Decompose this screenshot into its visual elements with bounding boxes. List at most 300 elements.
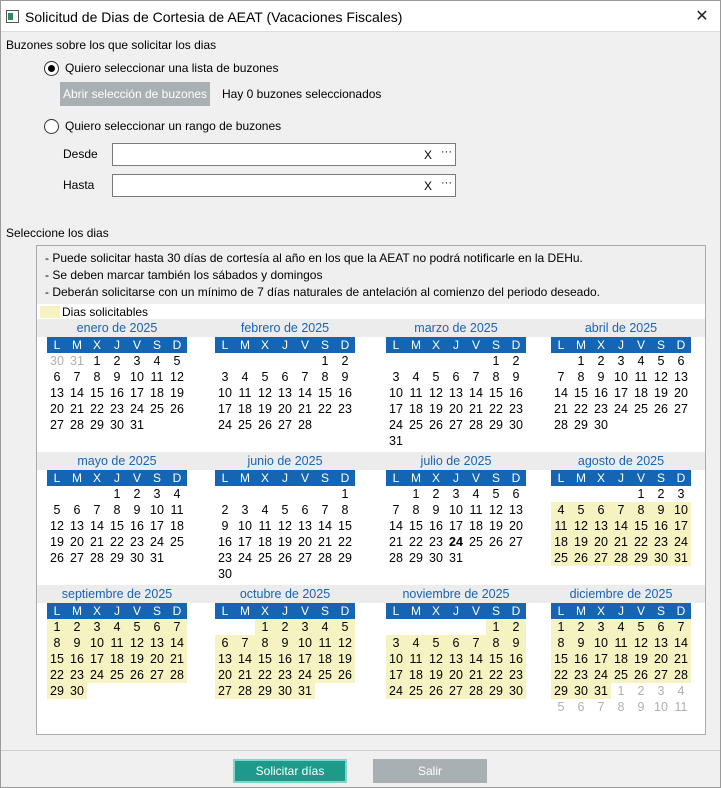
calendar-day[interactable]: 24 <box>295 667 315 683</box>
calendar-day[interactable]: 25 <box>551 550 571 566</box>
calendar-day[interactable]: 11 <box>409 386 423 400</box>
calendar-day[interactable]: 26 <box>429 418 443 432</box>
calendar-day[interactable]: 28 <box>469 418 483 432</box>
calendar-day[interactable]: 25 <box>634 402 648 416</box>
calendar-day[interactable]: 5 <box>432 370 440 384</box>
calendar-day[interactable]: 23 <box>571 667 591 683</box>
calendar-day[interactable]: 18 <box>315 651 335 667</box>
calendar-day[interactable]: 23 <box>275 667 295 683</box>
calendar-day[interactable]: 27 <box>449 418 463 432</box>
calendar-day[interactable]: 5 <box>173 354 181 368</box>
calendar-day[interactable]: 2 <box>113 354 121 368</box>
calendar-day[interactable]: 22 <box>574 402 588 416</box>
calendar-day[interactable]: 11 <box>258 519 272 533</box>
calendar-day[interactable]: 6 <box>651 619 671 635</box>
calendar-day[interactable]: 10 <box>130 370 144 384</box>
from-field[interactable] <box>112 143 456 166</box>
calendar-day[interactable]: 8 <box>631 502 651 518</box>
calendar-day[interactable]: 1 <box>93 354 101 368</box>
calendar-day[interactable]: 14 <box>70 386 84 400</box>
calendar-day[interactable]: 3 <box>241 503 249 517</box>
calendar-day[interactable]: 26 <box>170 402 184 416</box>
calendar-day[interactable]: 4 <box>551 502 571 518</box>
calendar-day[interactable]: 4 <box>153 354 161 368</box>
calendar-day[interactable]: 30 <box>506 683 526 699</box>
calendar-day[interactable]: 21 <box>167 651 187 667</box>
calendar-day[interactable]: 26 <box>335 667 355 683</box>
calendar-day[interactable]: 5 <box>657 354 665 368</box>
calendar-day[interactable]: 9 <box>67 635 87 651</box>
calendar-day[interactable]: 8 <box>551 635 571 651</box>
calendar-day[interactable]: 29 <box>551 683 571 699</box>
calendar-day[interactable]: 27 <box>298 551 312 565</box>
calendar-day[interactable]: 15 <box>486 651 506 667</box>
calendar-day[interactable]: 22 <box>409 535 423 549</box>
calendar-day[interactable]: 9 <box>571 635 591 651</box>
calendar-day[interactable]: 18 <box>551 534 571 550</box>
calendar-day[interactable]: 30 <box>110 418 124 432</box>
calendar-day[interactable]: 1 <box>341 487 349 501</box>
calendar-day[interactable]: 1 <box>255 619 275 635</box>
calendar-day[interactable]: 20 <box>147 651 167 667</box>
calendar-day[interactable]: 2 <box>512 354 520 368</box>
calendar-day[interactable]: 13 <box>215 651 235 667</box>
calendar-day[interactable]: 15 <box>255 651 275 667</box>
calendar-day[interactable]: 19 <box>654 386 668 400</box>
calendar-day[interactable]: 19 <box>127 651 147 667</box>
calendar-day[interactable]: 31 <box>591 683 611 699</box>
calendar-day[interactable]: 15 <box>409 519 423 533</box>
calendar-day[interactable]: 28 <box>389 551 403 565</box>
calendar-day[interactable]: 30 <box>218 567 232 581</box>
from-clear-icon[interactable]: X <box>424 148 433 162</box>
calendar-day[interactable]: 8 <box>113 503 121 517</box>
calendar-day[interactable]: 28 <box>554 418 568 432</box>
calendar-day[interactable]: 14 <box>167 635 187 651</box>
calendar-day[interactable]: 27 <box>674 402 688 416</box>
calendar-day[interactable]: 5 <box>571 502 591 518</box>
calendar-day[interactable]: 7 <box>301 370 309 384</box>
calendar-day[interactable]: 3 <box>392 370 400 384</box>
calendar-day[interactable]: 5 <box>281 503 289 517</box>
calendar-day[interactable]: 29 <box>255 683 275 699</box>
calendar-day[interactable]: 17 <box>150 519 164 533</box>
calendar-day[interactable]: 26 <box>631 667 651 683</box>
calendar-day[interactable]: 6 <box>301 503 309 517</box>
calendar-day[interactable]: 12 <box>50 519 64 533</box>
calendar-day[interactable]: 9 <box>221 519 229 533</box>
calendar-day[interactable]: 10 <box>671 502 691 518</box>
calendar-day[interactable]: 29 <box>409 551 423 565</box>
calendar-day[interactable]: 16 <box>110 386 124 400</box>
calendar-day[interactable]: 12 <box>258 386 272 400</box>
calendar-day[interactable]: 2 <box>657 487 665 501</box>
calendar-day[interactable]: 22 <box>110 535 124 549</box>
calendar-day[interactable]: 19 <box>571 534 591 550</box>
calendar-day[interactable]: 20 <box>591 534 611 550</box>
calendar-day[interactable]: 1 <box>637 487 645 501</box>
calendar-day[interactable]: 5 <box>631 619 651 635</box>
calendar-day[interactable]: 2 <box>432 487 440 501</box>
calendar-day[interactable]: 29 <box>110 551 124 565</box>
calendar-day[interactable]: 11 <box>406 651 426 667</box>
calendar-day[interactable]: 15 <box>47 651 67 667</box>
calendar-day[interactable]: 12 <box>571 518 591 534</box>
calendar-day[interactable]: 22 <box>338 535 352 549</box>
calendar-day[interactable]: 17 <box>218 402 232 416</box>
calendar-day[interactable]: 17 <box>238 535 252 549</box>
calendar-day[interactable]: 22 <box>551 667 571 683</box>
calendar-day[interactable]: 21 <box>298 402 312 416</box>
calendar-day[interactable]: 25 <box>469 535 483 549</box>
calendar-day[interactable]: 6 <box>512 487 520 501</box>
calendar-day[interactable]: 30 <box>275 683 295 699</box>
calendar-day[interactable]: 30 <box>130 551 144 565</box>
calendar-day[interactable]: 18 <box>258 535 272 549</box>
calendar-day[interactable]: 26 <box>278 551 292 565</box>
calendar-day[interactable]: 27 <box>509 535 523 549</box>
calendar-day[interactable]: 23 <box>429 535 443 549</box>
calendar-day[interactable]: 29 <box>338 551 352 565</box>
calendar-day[interactable]: 16 <box>275 651 295 667</box>
calendar-day[interactable]: 9 <box>597 370 605 384</box>
calendar-day[interactable]: 13 <box>70 519 84 533</box>
calendar-day[interactable]: 9 <box>341 370 349 384</box>
calendar-day[interactable]: 7 <box>472 370 480 384</box>
calendar-day[interactable]: 21 <box>554 402 568 416</box>
calendar-day[interactable]: 30 <box>67 683 87 699</box>
to-browse-icon[interactable]: ··· <box>441 177 452 189</box>
calendar-day[interactable]: 21 <box>318 535 332 549</box>
calendar-day[interactable]: 3 <box>87 619 107 635</box>
calendar-day[interactable]: 1 <box>412 487 420 501</box>
calendar-day[interactable]: 8 <box>321 370 329 384</box>
calendar-day[interactable]: 2 <box>67 619 87 635</box>
calendar-day[interactable]: 7 <box>611 502 631 518</box>
calendar-day[interactable]: 1 <box>617 684 625 698</box>
calendar-day[interactable]: 1 <box>551 619 571 635</box>
calendar-day[interactable]: 27 <box>215 683 235 699</box>
calendar-day[interactable]: 2 <box>506 619 526 635</box>
calendar-day[interactable]: 15 <box>551 651 571 667</box>
calendar-day[interactable]: 22 <box>255 667 275 683</box>
calendar-day[interactable]: 14 <box>235 651 255 667</box>
calendar-day[interactable]: 9 <box>432 503 440 517</box>
calendar-day[interactable]: 11 <box>611 635 631 651</box>
calendar-day[interactable]: 19 <box>489 519 503 533</box>
calendar-day[interactable]: 15 <box>574 386 588 400</box>
calendar-day[interactable]: 7 <box>93 503 101 517</box>
calendar-day[interactable]: 15 <box>90 386 104 400</box>
calendar-day[interactable]: 17 <box>591 651 611 667</box>
calendar-day[interactable]: 20 <box>70 535 84 549</box>
calendar-day[interactable]: 28 <box>466 683 486 699</box>
calendar-day[interactable]: 12 <box>429 386 443 400</box>
calendar-day[interactable]: 27 <box>50 418 64 432</box>
calendar-day[interactable]: 16 <box>594 386 608 400</box>
calendar-day[interactable]: 6 <box>73 503 81 517</box>
radio-range-label[interactable]: Quiero seleccionar un rango de buzones <box>65 119 282 133</box>
calendar-day[interactable]: 17 <box>130 386 144 400</box>
calendar-day[interactable]: 5 <box>53 503 61 517</box>
calendar-day[interactable]: 24 <box>386 683 406 699</box>
calendar-day[interactable]: 9 <box>133 503 141 517</box>
calendar-day[interactable]: 23 <box>67 667 87 683</box>
calendar-day[interactable]: 15 <box>110 519 124 533</box>
calendar-day[interactable]: 14 <box>611 518 631 534</box>
calendar-day[interactable]: 8 <box>492 370 500 384</box>
calendar-day[interactable]: 19 <box>426 667 446 683</box>
calendar-day[interactable]: 20 <box>674 386 688 400</box>
calendar-day[interactable]: 28 <box>298 418 312 432</box>
calendar-day[interactable]: 4 <box>611 619 631 635</box>
calendar-day[interactable]: 30 <box>509 418 523 432</box>
calendar-day[interactable]: 3 <box>591 619 611 635</box>
calendar-day[interactable]: 10 <box>218 386 232 400</box>
calendar-day[interactable]: 6 <box>53 370 61 384</box>
calendar-day[interactable]: 24 <box>150 535 164 549</box>
calendar-day[interactable]: 7 <box>392 503 400 517</box>
calendar-day[interactable]: 16 <box>509 386 523 400</box>
calendar-day[interactable]: 1 <box>113 487 121 501</box>
calendar-day[interactable]: 18 <box>107 651 127 667</box>
calendar-day[interactable]: 30 <box>50 354 64 368</box>
calendar-day[interactable]: 27 <box>446 683 466 699</box>
calendar-day[interactable]: 9 <box>113 370 121 384</box>
calendar-day[interactable]: 23 <box>594 402 608 416</box>
calendar-day[interactable]: 26 <box>426 683 446 699</box>
calendar-day[interactable]: 23 <box>509 402 523 416</box>
calendar-day[interactable]: 21 <box>466 667 486 683</box>
calendar-day[interactable]: 12 <box>654 370 668 384</box>
calendar-day[interactable]: 7 <box>321 503 329 517</box>
calendar-day[interactable]: 8 <box>47 635 67 651</box>
calendar-day[interactable]: 5 <box>492 487 500 501</box>
calendar-day[interactable]: 17 <box>389 402 403 416</box>
calendar-day[interactable]: 22 <box>631 534 651 550</box>
calendar-day[interactable]: 10 <box>654 700 668 714</box>
calendar-day[interactable]: 13 <box>278 386 292 400</box>
calendar-day[interactable]: 4 <box>406 635 426 651</box>
calendar-day[interactable]: 12 <box>335 635 355 651</box>
calendar-day[interactable]: 18 <box>611 651 631 667</box>
calendar-day[interactable]: 2 <box>597 354 605 368</box>
calendar-day[interactable]: 19 <box>631 651 651 667</box>
calendar-day[interactable]: 13 <box>446 651 466 667</box>
calendar-day[interactable]: 27 <box>591 550 611 566</box>
calendar-day[interactable]: 5 <box>127 619 147 635</box>
calendar-day[interactable]: 12 <box>631 635 651 651</box>
calendar-day[interactable]: 15 <box>338 519 352 533</box>
to-field[interactable] <box>112 174 456 197</box>
calendar-day[interactable]: 18 <box>150 386 164 400</box>
calendar-day[interactable]: 10 <box>389 386 403 400</box>
calendar-day[interactable]: 9 <box>512 370 520 384</box>
calendar-day[interactable]: 10 <box>386 651 406 667</box>
calendar-day[interactable]: 27 <box>651 667 671 683</box>
calendar-day[interactable]: 6 <box>215 635 235 651</box>
calendar-day[interactable]: 27 <box>70 551 84 565</box>
calendar-day[interactable]: 26 <box>654 402 668 416</box>
calendar-day[interactable]: 20 <box>651 651 671 667</box>
calendar-day[interactable]: 18 <box>634 386 648 400</box>
calendar-day[interactable]: 4 <box>173 487 181 501</box>
calendar-day[interactable]: 13 <box>674 370 688 384</box>
calendar-day[interactable]: 5 <box>335 619 355 635</box>
calendar-day[interactable]: 21 <box>389 535 403 549</box>
calendar-day[interactable]: 23 <box>110 402 124 416</box>
calendar-day[interactable]: 6 <box>452 370 460 384</box>
calendar-day[interactable]: 27 <box>147 667 167 683</box>
calendar-day[interactable]: 14 <box>466 651 486 667</box>
calendar-day[interactable]: 9 <box>637 700 645 714</box>
calendar-day[interactable]: 11 <box>170 503 184 517</box>
calendar-day[interactable]: 2 <box>637 684 645 698</box>
calendar-day[interactable]: 11 <box>469 503 483 517</box>
calendar-day[interactable]: 10 <box>295 635 315 651</box>
calendar-day[interactable]: 10 <box>449 503 463 517</box>
calendar-day[interactable]: 10 <box>591 635 611 651</box>
calendar-day[interactable]: 7 <box>671 619 691 635</box>
calendar-day[interactable]: 14 <box>671 635 691 651</box>
calendar-day[interactable]: 6 <box>147 619 167 635</box>
calendar-day[interactable]: 21 <box>671 651 691 667</box>
calendar-day[interactable]: 15 <box>318 386 332 400</box>
calendar-day[interactable]: 3 <box>295 619 315 635</box>
calendar-day[interactable]: 25 <box>238 418 252 432</box>
calendar-day[interactable]: 13 <box>651 635 671 651</box>
calendar-day[interactable]: 24 <box>671 534 691 550</box>
calendar-day[interactable]: 24 <box>389 418 403 432</box>
radio-range-option[interactable] <box>44 119 59 134</box>
calendar-day[interactable]: 16 <box>338 386 352 400</box>
calendar-day[interactable]: 13 <box>509 503 523 517</box>
calendar-day[interactable]: 16 <box>506 651 526 667</box>
calendar-day[interactable]: 18 <box>409 402 423 416</box>
calendar-day[interactable]: 21 <box>469 402 483 416</box>
calendar-day[interactable]: 28 <box>235 683 255 699</box>
calendar-day[interactable]: 1 <box>577 354 585 368</box>
close-icon[interactable]: ✕ <box>695 8 709 25</box>
from-browse-icon[interactable]: ··· <box>441 146 452 158</box>
calendar-day[interactable]: 14 <box>469 386 483 400</box>
calendar-day[interactable]: 11 <box>674 700 688 714</box>
calendar-day[interactable]: 28 <box>167 667 187 683</box>
calendar-day[interactable]: 25 <box>107 667 127 683</box>
radio-list-option[interactable] <box>44 61 59 76</box>
calendar-day[interactable]: 16 <box>67 651 87 667</box>
calendar-day[interactable]: 17 <box>87 651 107 667</box>
calendar-day[interactable]: 9 <box>506 635 526 651</box>
calendar-day[interactable]: 16 <box>651 518 671 534</box>
calendar-day[interactable]: 7 <box>597 700 605 714</box>
calendar-day[interactable]: 7 <box>73 370 81 384</box>
calendar-day[interactable]: 19 <box>278 535 292 549</box>
calendar-day[interactable]: 10 <box>87 635 107 651</box>
calendar-day[interactable]: 2 <box>571 619 591 635</box>
calendar-day[interactable]: 7 <box>235 635 255 651</box>
calendar-day[interactable]: 11 <box>238 386 252 400</box>
calendar-day[interactable]: 24 <box>218 418 232 432</box>
calendar-day[interactable]: 20 <box>298 535 312 549</box>
calendar-day[interactable]: 6 <box>281 370 289 384</box>
calendar-day[interactable]: 6 <box>446 635 466 651</box>
calendar-day[interactable]: 12 <box>278 519 292 533</box>
calendar-day[interactable]: 29 <box>47 683 67 699</box>
calendar-day[interactable]: 29 <box>90 418 104 432</box>
calendar-day[interactable]: 29 <box>489 418 503 432</box>
calendar-day[interactable]: 10 <box>238 519 252 533</box>
calendar-day[interactable]: 25 <box>409 418 423 432</box>
calendar-day[interactable]: 11 <box>150 370 164 384</box>
calendar-day[interactable]: 18 <box>469 519 483 533</box>
calendar-day[interactable]: 18 <box>238 402 252 416</box>
radio-list-label[interactable]: Quiero seleccionar una lista de buzones <box>65 61 279 75</box>
calendar-day[interactable]: 10 <box>614 370 628 384</box>
calendar-day[interactable]: 18 <box>406 667 426 683</box>
calendar-day[interactable]: 14 <box>389 519 403 533</box>
to-clear-icon[interactable]: X <box>424 179 433 193</box>
calendar-day[interactable]: 12 <box>170 370 184 384</box>
calendar-day[interactable]: 29 <box>574 418 588 432</box>
calendar-day[interactable]: 18 <box>170 519 184 533</box>
calendar-day[interactable]: 13 <box>449 386 463 400</box>
calendar-day[interactable]: 29 <box>631 550 651 566</box>
calendar-day[interactable]: 9 <box>651 502 671 518</box>
calendar-day[interactable]: 28 <box>70 418 84 432</box>
calendar-day[interactable]: 13 <box>50 386 64 400</box>
calendar-day[interactable]: 22 <box>90 402 104 416</box>
calendar-day[interactable]: 19 <box>50 535 64 549</box>
calendar-day[interactable]: 28 <box>90 551 104 565</box>
calendar-day[interactable]: 2 <box>341 354 349 368</box>
calendar-day[interactable]: 3 <box>153 487 161 501</box>
calendar-day[interactable]: 30 <box>571 683 591 699</box>
calendar-day[interactable]: 8 <box>255 635 275 651</box>
calendar-day[interactable]: 6 <box>591 502 611 518</box>
calendar-day[interactable]: 11 <box>315 635 335 651</box>
calendar-day[interactable]: 31 <box>70 354 84 368</box>
calendar-day[interactable]: 12 <box>127 635 147 651</box>
calendar-day[interactable]: 19 <box>429 402 443 416</box>
calendar-day[interactable]: 20 <box>215 667 235 683</box>
calendar-day[interactable]: 25 <box>406 683 426 699</box>
calendar-day[interactable]: 1 <box>321 354 329 368</box>
calendar-day[interactable]: 4 <box>677 684 685 698</box>
calendar-day[interactable]: 23 <box>651 534 671 550</box>
calendar-day[interactable]: 5 <box>261 370 269 384</box>
calendar-day[interactable]: 22 <box>318 402 332 416</box>
calendar-day[interactable]: 26 <box>127 667 147 683</box>
calendar-day[interactable]: 7 <box>466 635 486 651</box>
calendar-day[interactable]: 23 <box>338 402 352 416</box>
calendar-day[interactable]: 28 <box>671 667 691 683</box>
calendar-day[interactable]: 17 <box>386 667 406 683</box>
calendar-day[interactable]: 28 <box>611 550 631 566</box>
calendar-day[interactable]: 16 <box>571 651 591 667</box>
calendar-day[interactable]: 25 <box>315 667 335 683</box>
calendar-day[interactable]: 26 <box>258 418 272 432</box>
calendar-day[interactable]: 4 <box>637 354 645 368</box>
calendar-day[interactable]: 25 <box>611 667 631 683</box>
calendar-day[interactable]: 16 <box>429 519 443 533</box>
calendar-day[interactable]: 8 <box>486 635 506 651</box>
calendar-day[interactable]: 19 <box>258 402 272 416</box>
calendar-day[interactable]: 12 <box>426 651 446 667</box>
calendar-day[interactable]: 8 <box>412 503 420 517</box>
calendar-day[interactable]: 20 <box>449 402 463 416</box>
calendar-day[interactable]: 3 <box>452 487 460 501</box>
